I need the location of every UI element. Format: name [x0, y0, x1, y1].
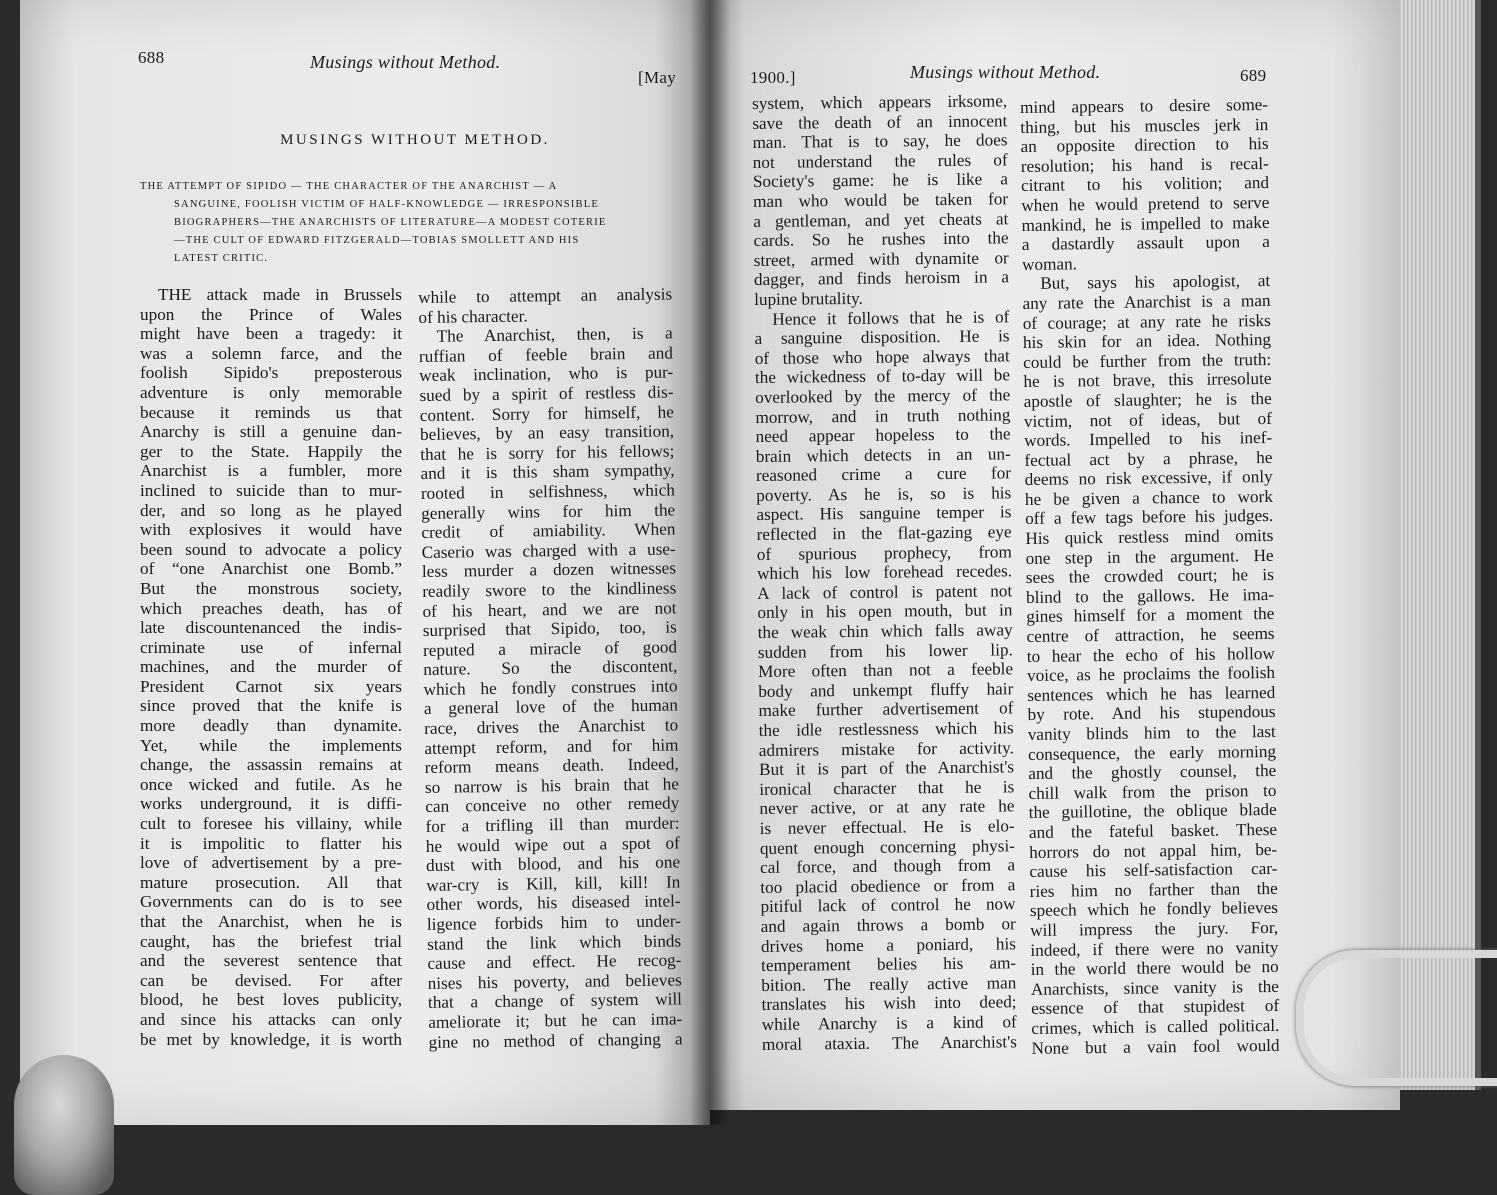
text-line: while Anarchy is a kind of — [761, 1012, 1017, 1034]
text-line: consequence, the early morning — [1027, 741, 1277, 764]
text-line: and the ghostly counsel, the — [1028, 761, 1277, 784]
text-line: be met by knowledge, it is worth — [140, 1029, 402, 1049]
text-column-3 — [752, 91, 1017, 1054]
text-line: works underground, it is diffi- — [140, 794, 402, 814]
text-line: of his character. — [418, 306, 528, 327]
text-line: attempt reform, and for him — [424, 735, 679, 758]
synopsis-line: SANGUINE, FOOLISH VICTIM OF HALF-KNOWLEDGE — IRRESPONSIBLE — [174, 199, 599, 210]
text-line: centre of attraction, he seems — [1026, 623, 1275, 646]
text-line: can conceive no other remedy — [425, 793, 680, 817]
text-line: gines himself for a moment the — [1026, 604, 1275, 627]
text-line: Society's game: he is like a — [752, 169, 1009, 192]
synopsis-line: LATEST CRITIC. — [174, 253, 269, 264]
text-line: blood, he best loves publicity, — [140, 990, 402, 1010]
text-line: der, and so long as he played — [140, 500, 402, 520]
text-line: when he would pretend to serve — [1021, 192, 1270, 215]
text-line: with explosives it would have — [140, 520, 402, 540]
text-line: deems no risk excessive, if only — [1024, 467, 1273, 490]
text-line: is never effectual. He is elo- — [759, 816, 1015, 838]
text-line: of “one Anarchist one Bomb.” — [140, 559, 402, 579]
text-line: pitiful lack of control he now — [760, 894, 1016, 917]
text-line: man. That is to say, he does — [752, 130, 1008, 153]
text-line: ger to the State. Happily the — [140, 441, 402, 461]
thumb — [14, 1055, 114, 1195]
left-page-number: 688 — [138, 48, 165, 67]
text-line: man who would be taken for — [753, 189, 1009, 211]
text-line: a sanguine disposition. He is — [754, 326, 1010, 349]
text-line: machines, and the murder of — [140, 657, 402, 677]
text-line: citrant to his volition; and — [1020, 173, 1270, 196]
text-line: But the monstrous society, — [140, 578, 402, 598]
text-line: sued by a spirit of restless dis- — [419, 382, 674, 405]
text-line: and the fateful basket. These — [1028, 819, 1278, 842]
text-line: brain which detects in an un- — [755, 443, 1011, 466]
text-line: bition. The really active man — [761, 973, 1017, 995]
right-page-number: 689 — [1240, 66, 1267, 85]
text-line: which his low forehead recedes. — [756, 561, 1013, 584]
text-line: change, the assassin remains at — [140, 755, 402, 775]
text-line: that a change of system will — [427, 989, 683, 1013]
text-line: ries him no farther than the — [1029, 878, 1278, 901]
text-line: surprised that Sipido, too, is — [422, 617, 677, 641]
text-line: in the world there would be no — [1030, 957, 1279, 980]
text-line: believes, by an easy transition, — [419, 421, 675, 445]
text-line: quent enough concerning physi- — [759, 835, 1015, 858]
text-line: a gentleman, and yet cheats at — [753, 208, 1009, 231]
text-line: the guillotine, the oblique blade — [1028, 800, 1277, 823]
text-line: Anarchy is still a genuine dan- — [140, 422, 402, 442]
text-line: stand the link which binds — [427, 930, 682, 954]
text-line: essence of that stupidest of — [1031, 996, 1280, 1019]
text-line: never active, or at any rate he — [759, 796, 1015, 819]
text-line: ironical character that he is — [759, 777, 1015, 799]
text-line: his skin for an idea. Nothing — [1022, 330, 1272, 353]
text-line: vanity blinds him to the last — [1027, 721, 1276, 744]
text-line: the weak chin which falls away — [757, 620, 1013, 643]
text-line: the wickedness of to-day will be — [754, 365, 1011, 388]
text-line: one step in the argument. He — [1025, 545, 1274, 568]
text-line: can be devised. For after — [140, 970, 402, 990]
paper-clip — [1296, 950, 1497, 1086]
text-line: indeed, if there were no vanity — [1030, 937, 1279, 960]
text-line: content. Sorry for himself, he — [419, 402, 674, 425]
text-line: cult to foresee his villainy, while — [140, 814, 402, 834]
text-line: Anarchists, since vanity is the — [1030, 976, 1279, 999]
text-line: resolution; his hand is recal- — [1020, 153, 1269, 176]
text-line: apostle of slaughter; he is the — [1023, 388, 1272, 411]
text-line: and again throws a bomb or — [760, 914, 1016, 936]
text-line: Caserio was charged with a use- — [421, 539, 676, 562]
text-line: woman. — [1021, 254, 1078, 274]
text-line: make further advertisement of — [758, 698, 1014, 721]
left-date-fragment: [May — [638, 68, 677, 87]
text-line: mature prosecution. All that — [140, 872, 402, 892]
text-line: only in his open mouth, but in — [757, 600, 1013, 623]
synopsis-line: —THE CULT OF EDWARD FITZGERALD—TOBIAS SMOLLETT AND HIS — [174, 235, 580, 246]
text-line: Anarchist is a fumbler, more — [140, 461, 402, 481]
text-line: and since his attacks can only — [140, 1009, 402, 1029]
text-line: more deadly than dynamite. — [140, 716, 402, 736]
text-line: THE attack made in Brussels — [158, 285, 402, 304]
text-line: But it is part of the Anarchist's — [758, 757, 1015, 780]
text-line: ligence forbids him to under- — [426, 911, 681, 934]
text-line: speech which he fondly believes — [1029, 898, 1279, 921]
text-line: aspect. His sanguine temper is — [756, 502, 1012, 525]
text-line: to hear the echo of his hollow — [1026, 643, 1275, 666]
text-line: mankind, he is impelled to make — [1021, 212, 1270, 235]
text-line: cause and effect. He recog- — [427, 950, 682, 974]
text-line: it is impolitic to flatter his — [140, 833, 402, 853]
text-line: street, armed with dynamite or — [753, 248, 1009, 270]
text-line: weak inclination, who is pur- — [419, 362, 674, 386]
text-line: temperament belies his am- — [761, 953, 1017, 976]
text-line: will impress the jury. For, — [1030, 917, 1279, 940]
text-line: need appear hopeless to the — [755, 424, 1011, 447]
text-line: of spurious prophecy, from — [756, 541, 1012, 564]
text-line: generally wins for him the — [421, 499, 676, 523]
text-line: But, says his apologist, at — [1040, 271, 1271, 294]
text-line: he be given a chance to work — [1024, 486, 1274, 509]
text-line: voice, as he proclaims the foolish — [1026, 663, 1276, 686]
text-line: upon the Prince of Wales — [140, 304, 402, 324]
text-line: a general love of the human — [423, 695, 678, 719]
synopsis-line: BIOGRAPHERS—THE ANARCHISTS OF LITERATURE—A MODEST COTERIE — [174, 217, 607, 228]
text-line: of those who hope always that — [754, 346, 1010, 368]
text-line: translates his wish into deed; — [761, 992, 1017, 1015]
article-synopsis — [140, 178, 675, 268]
book-spine — [690, 0, 730, 1125]
text-line: reasoned crime a cure for — [755, 463, 1012, 486]
text-line: Hence it follows that he is of — [772, 306, 1010, 329]
text-line: chill walk from the prison to — [1028, 780, 1277, 803]
text-line: that the Anarchist, when he is — [140, 912, 402, 931]
text-line: less murder a dozen witnesses — [421, 558, 677, 582]
synopsis-line: THE ATTEMPT OF SIPIDO — THE CHARACTER OF THE ANARCHIST — A — [140, 181, 558, 192]
text-line: while to attempt an analysis — [418, 284, 673, 307]
text-line: dust with blood, and his one — [425, 852, 681, 876]
text-line: horrors do not appal him, be- — [1029, 839, 1278, 862]
text-line: ameliorate it; but he can ima- — [428, 1009, 683, 1032]
text-line: an opposite direction to his — [1020, 134, 1269, 157]
text-line: overlooked by the mercy of the — [755, 385, 1011, 407]
text-column-2 — [418, 284, 683, 1052]
text-line: for a trifling ill than murder: — [425, 813, 680, 836]
article-title: MUSINGS WITHOUT METHOD. — [280, 132, 550, 148]
text-line: late discountenanced the indis- — [140, 618, 402, 638]
text-line: cards. So he rushes into the — [753, 228, 1009, 251]
text-line: cause his self-satisfaction car- — [1029, 859, 1278, 882]
text-line: gine no method of changing a — [428, 1028, 683, 1052]
text-line: by rote. And his stupendous — [1027, 702, 1276, 725]
text-line: victim, not of ideas, but of — [1023, 408, 1273, 431]
text-line: The Anarchist, then, is a — [436, 323, 673, 346]
text-line: reputed a miracle of good — [422, 637, 678, 660]
text-line: Yet, while the implements — [140, 735, 402, 755]
text-line: sees the crowded court; he is — [1025, 565, 1274, 588]
text-line: body and unkempt fluffy hair — [758, 679, 1014, 701]
text-line: A lack of control is patent not — [757, 581, 1013, 603]
text-line: might have been a tragedy: it — [140, 324, 402, 344]
text-line: was a solemn farce, and the — [140, 343, 402, 363]
text-line: any rate the Anarchist is a man — [1022, 290, 1271, 313]
text-column-4 — [1020, 95, 1280, 1058]
text-line: so narrow is his brain that he — [424, 774, 680, 797]
text-line: which preaches death, has of — [140, 598, 402, 618]
text-column-1 — [140, 285, 402, 1049]
text-line: not understand the rules of — [752, 150, 1008, 172]
text-line: he would wipe out a spot of — [425, 833, 680, 856]
text-line: drives home a poniard, his — [760, 933, 1017, 956]
text-line: ruffian of feeble brain and — [418, 343, 674, 366]
text-line: sentences which he has learned — [1027, 682, 1276, 705]
text-line: President Carnot six years — [140, 676, 402, 696]
text-line: been sound to advocate a policy — [140, 539, 402, 559]
text-line: system, which appears irksome, — [752, 91, 1008, 113]
text-line: foolish Sipido's preposterous — [140, 363, 402, 383]
text-line: and the severest sentence that — [140, 951, 402, 971]
text-line: which he fondly construes into — [423, 676, 678, 699]
text-line: admirers mistake for activity. — [758, 737, 1014, 760]
text-line: since proved that the knife is — [140, 696, 402, 716]
text-line: cal force, and though from a — [760, 855, 1016, 878]
text-line: thing, but his muscles jerk in — [1020, 114, 1269, 137]
text-line: words. Impelled to his inef- — [1024, 428, 1273, 451]
text-line: nature. So the discontent, — [423, 656, 678, 680]
text-line: None but a vain fool would — [1031, 1035, 1280, 1058]
text-line: sudden from his lower lip. — [757, 639, 1013, 662]
text-line: other words, his diseased intel- — [426, 891, 681, 915]
text-line: once wicked and futile. As he — [140, 774, 402, 794]
text-line: His quick restless mind omits — [1025, 526, 1274, 549]
text-line: moral ataxia. The Anarchist's — [761, 1031, 1018, 1054]
text-line: a dastardly assault upon a — [1021, 232, 1270, 255]
text-line: reflected in the flat-gazing eye — [756, 522, 1012, 545]
text-line: Governments can do is to see — [140, 892, 402, 912]
text-line: war-cry is Kill, kill, kill! In — [426, 872, 681, 895]
text-line: fectual act by a phrase, he — [1024, 447, 1273, 470]
text-line: More often than not a feeble — [757, 659, 1014, 682]
text-line: the idle restlessness which his — [758, 718, 1014, 740]
text-line: morrow, and in truth nothing — [755, 404, 1011, 427]
text-line: credit of amiability. When — [421, 519, 676, 543]
text-line: caught, has the briefest trial — [140, 931, 402, 951]
text-line: poverty. As he is, so is his — [756, 483, 1012, 505]
right-date-fragment: 1900.] — [750, 68, 796, 87]
left-running-title: Musings without Method. — [310, 52, 501, 72]
text-line: rooted in selfishness, which — [420, 480, 675, 503]
text-line: inclined to suicide than to mur- — [140, 480, 402, 500]
text-line: readily swore to the kindliness — [422, 578, 677, 601]
right-running-head — [750, 62, 1270, 92]
text-line: reform means death. Indeed, — [424, 754, 679, 778]
text-line: too placid obedience or from a — [760, 875, 1016, 897]
text-line: lupine brutality. — [754, 288, 863, 309]
text-line: blind to the gallows. He ima- — [1025, 584, 1275, 607]
text-line: and it is this sham sympathy, — [420, 460, 675, 484]
text-line: of courage; at any rate he risks — [1022, 310, 1271, 333]
left-running-head — [138, 48, 678, 88]
text-line: he is not brave, this irresolute — [1023, 369, 1272, 392]
text-line: love of advertisement by a pre- — [140, 853, 402, 873]
page-edges — [1400, 0, 1481, 1090]
text-line: crimes, which is called political. — [1031, 1015, 1280, 1038]
text-line: dagger, and finds heroism in a — [753, 267, 1010, 290]
text-line: race, drives the Anarchist to — [424, 715, 679, 739]
text-line: mind appears to desire some- — [1020, 94, 1269, 117]
text-line: adventure is only memorable — [140, 382, 402, 402]
text-line: that he is sorry for his fellows; — [420, 441, 675, 464]
text-line: off a few tags before his judges. — [1025, 506, 1274, 529]
text-line: nises his poverty, and believes — [427, 970, 682, 993]
text-line: because it reminds us that — [140, 402, 402, 422]
right-running-title: Musings without Method. — [910, 62, 1101, 82]
text-line: could be further from the truth: — [1023, 349, 1272, 372]
text-line: save the death of an innocent — [752, 110, 1008, 133]
text-line: criminate use of infernal — [140, 637, 402, 657]
text-line: of his heart, and we are not — [422, 597, 677, 621]
